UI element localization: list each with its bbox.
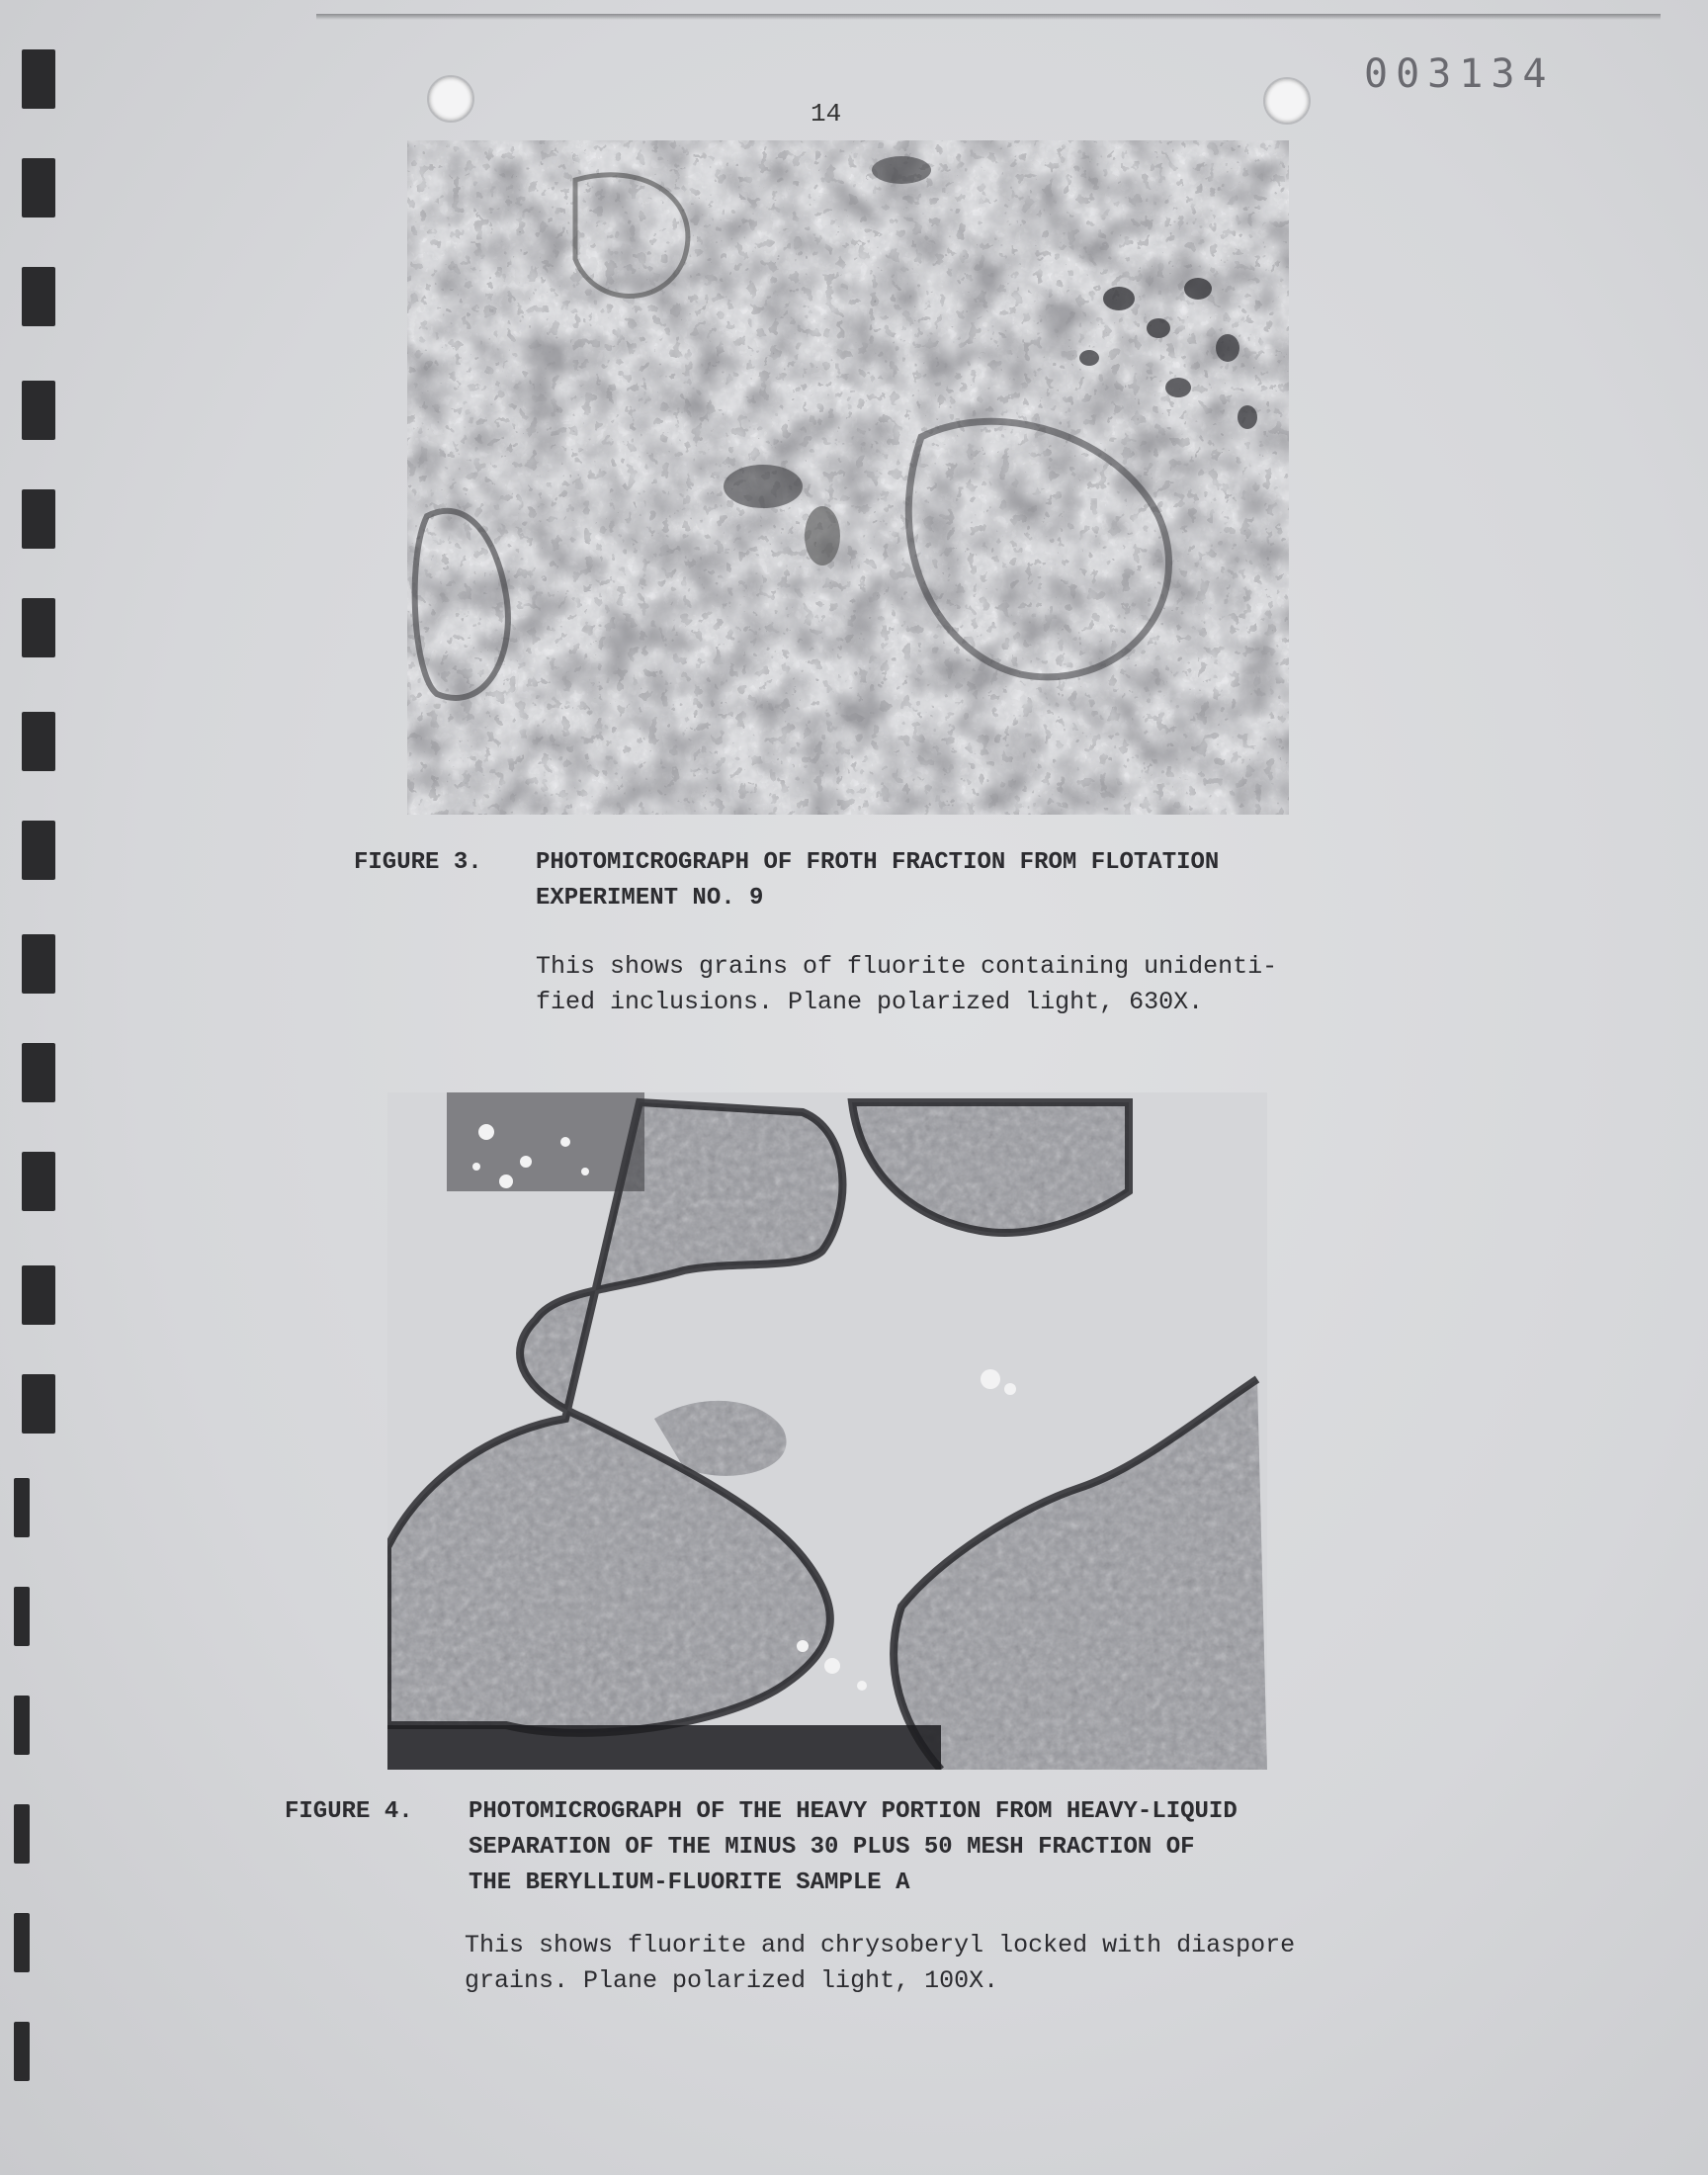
binding-hole bbox=[14, 1804, 30, 1864]
page-top-edge bbox=[316, 14, 1661, 20]
binding-hole bbox=[22, 381, 55, 440]
figure-4-caption bbox=[285, 1794, 1411, 1901]
binding-hole bbox=[22, 49, 55, 109]
figure-3-description-line: This shows grains of fluorite containing unidenti- bbox=[536, 952, 1278, 981]
binding-hole bbox=[14, 2022, 30, 2081]
binding-hole bbox=[22, 1152, 55, 1211]
page-number: 14 bbox=[811, 99, 842, 129]
figure-3-photomicrograph bbox=[407, 140, 1289, 815]
binding-hole bbox=[22, 821, 55, 880]
binding-hole bbox=[22, 934, 55, 994]
figure-4-photomicrograph bbox=[387, 1092, 1267, 1770]
binding-hole bbox=[14, 1587, 30, 1646]
figure-3-description bbox=[536, 949, 1277, 1020]
figure-4-title-line: PHOTOMICROGRAPH OF THE HEAVY PORTION FROM HEAVY-LIQUID bbox=[469, 1798, 1238, 1825]
binding-hole bbox=[14, 1478, 30, 1537]
heavy-portion-image bbox=[387, 1092, 1267, 1770]
binding-hole bbox=[22, 598, 55, 657]
binding-hole bbox=[22, 712, 55, 771]
froth-fraction-image bbox=[407, 140, 1289, 815]
punch-hole-right bbox=[1263, 77, 1311, 125]
binding-hole bbox=[22, 1374, 55, 1434]
figure-4-title-line: THE BERYLLIUM-FLUORITE SAMPLE A bbox=[469, 1870, 910, 1896]
binding-hole bbox=[22, 267, 55, 326]
binding-hole bbox=[22, 1265, 55, 1325]
binding-hole bbox=[22, 158, 55, 218]
figure-3-title-line: EXPERIMENT NO. 9 bbox=[536, 885, 764, 912]
binding-hole bbox=[22, 489, 55, 549]
figure-3-caption bbox=[354, 845, 1382, 916]
binding-hole bbox=[14, 1696, 30, 1755]
figure-4-title-line: SEPARATION OF THE MINUS 30 PLUS 50 MESH FRACTION OF bbox=[469, 1834, 1195, 1861]
figure-4-label: FIGURE 4. bbox=[285, 1798, 413, 1825]
binding-hole bbox=[22, 1043, 55, 1102]
punch-hole-left bbox=[427, 75, 474, 123]
figure-3-label: FIGURE 3. bbox=[354, 849, 482, 876]
figure-3-description-line: fied inclusions. Plane polarized light, 630X. bbox=[536, 988, 1204, 1016]
binding-strip bbox=[0, 0, 69, 2175]
figure-3-title-line: PHOTOMICROGRAPH OF FROTH FRACTION FROM FLOTATION bbox=[536, 849, 1220, 876]
figure-4-description-line: grains. Plane polarized light, 100X. bbox=[465, 1966, 999, 1995]
figure-4-description-line: This shows fluorite and chrysoberyl locked with diaspore bbox=[465, 1931, 1296, 1959]
binding-hole bbox=[14, 1913, 30, 1972]
document-number: 003134 bbox=[1364, 51, 1555, 97]
figure-4-description bbox=[465, 1928, 1295, 1999]
